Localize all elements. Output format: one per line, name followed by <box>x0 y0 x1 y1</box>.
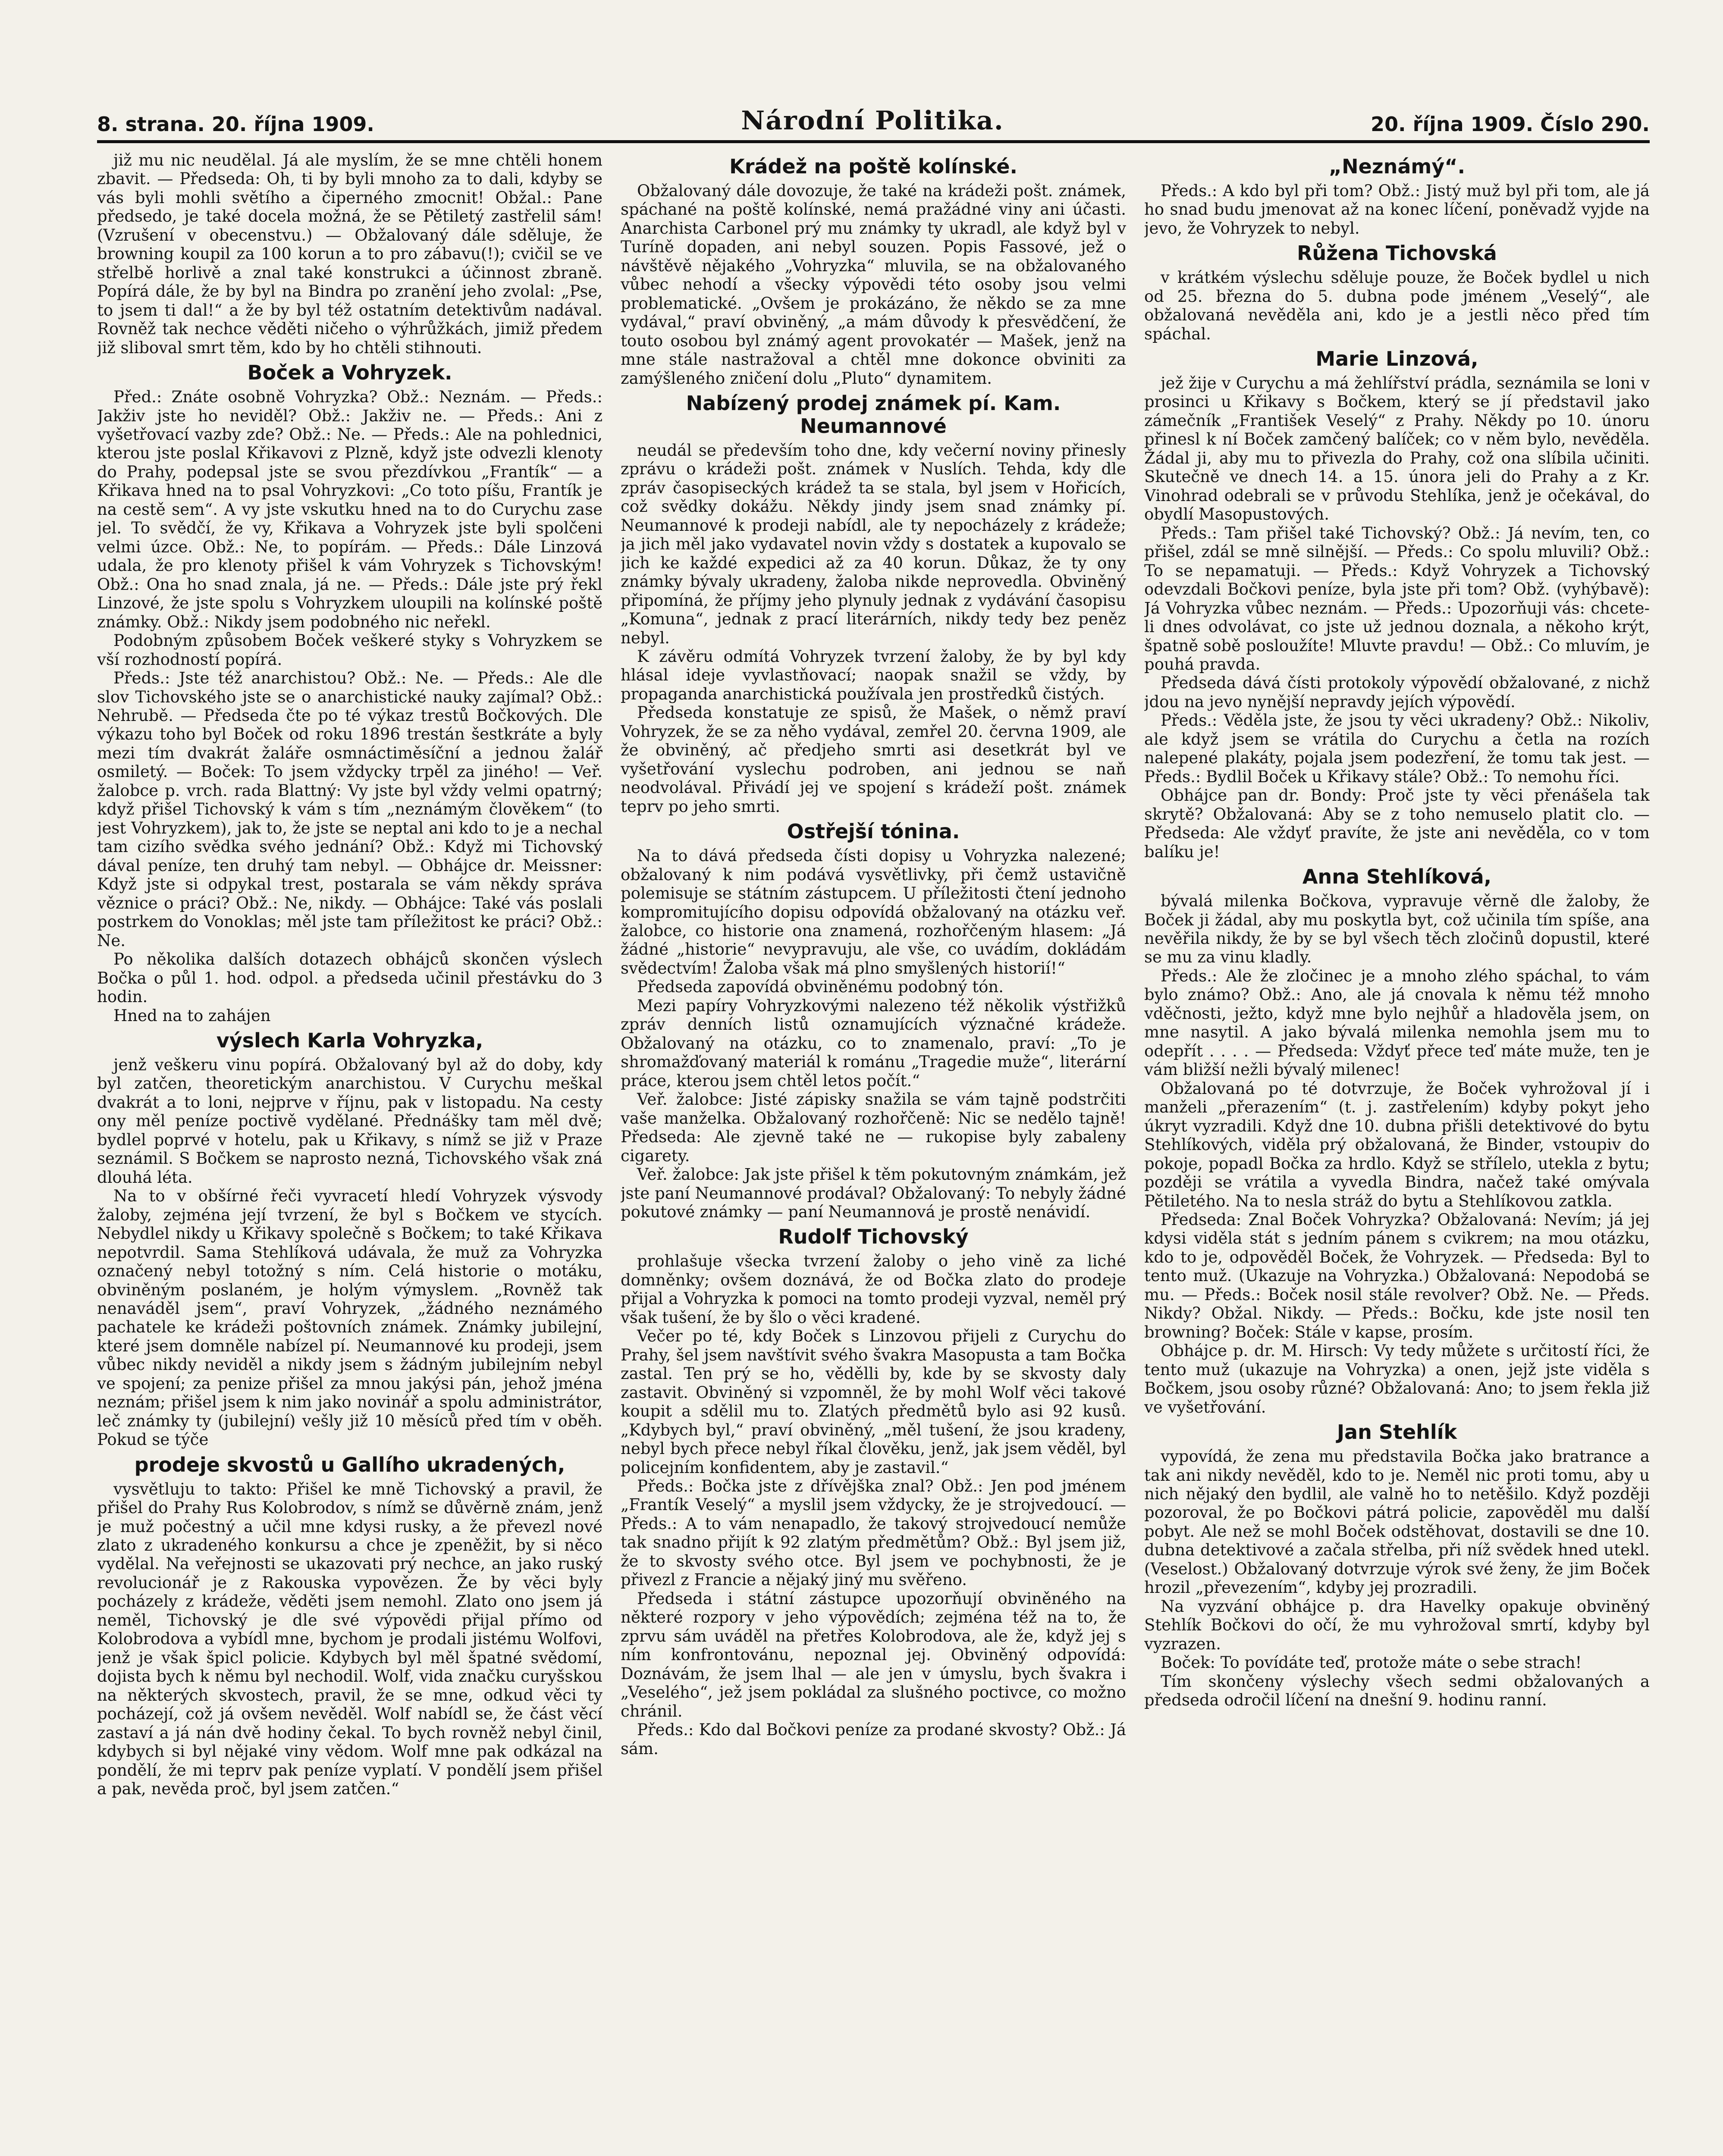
paragraph: Veř. žalobce: Jisté zápisky snažila se vám tajně podstrčiti vaše manželka. Obžalovaný rozhořčeně: Nic se nedělo tajně! Předseda: Ale zjevně také ne — rukopise byly zabaleny cigarety. <box>621 1090 1126 1165</box>
section-heading: Jan Stehlík <box>1337 1420 1457 1444</box>
paragraph: Před.: Znáte osobně Vohryzka? Obž.: Neznám. — Předs.: Jakživ jste ho neviděl? Obž.: Jakživ ne. — Předs.: Ani z vyšetřovací vazby zde? Obž.: Ne. — Předs.: Ale na pohlednici, kterou jste poslal Křikavovi z Plzně, když jste odvezli klenoty do Prahy, podepsal jste se svou přezdívkou „Frantík“ — a Křikava hned na to psal Vohryzkovi: „Co toto píšu, Frantík je na cestě sem“. A vy jste vskutku hned na to do Curychu zase jel. To svědčí, že vy, Křikava a Vohryzek jste byli spolčeni velmi úzce. Obž.: Ne, to popírám. — Předs.: Dále Linzová udala, že pro klenoty přišel k vám Vohryzek s Tichovským! Obž.: Ona ho snad znala, já ne. — Předs.: Dále jste prý řekl Linzové, že jste spolu s Vohryzkem uloupili na kolínské poště známky. Obž.: Nikdy jsem podobného nic neřekl. <box>97 388 603 631</box>
paragraph: Předs.: Kdo dal Bočkovi peníze za prodané skvosty? Obž.: Já sám. <box>621 1720 1126 1758</box>
paragraph: Předs.: A kdo byl při tom? Obž.: Jistý muž byl při tom, ale já ho snad budu jmenovat až na konec líčení, poněvadž vyjde na jevo, že Vohryzek to nebyl. <box>1144 181 1650 238</box>
paragraph: Obžalovaný dále dovozuje, že také na krádeži pošt. známek, spáchané na poště kolínské, nemá pražádné viny ani účasti. Anarchista Carbonel prý mu známky ty ukradl, ale když byl v Turíně dopaden, ani nebyl souzen. Popis Fassové, jež o návštěvě nějakého „Vohryzka“ mluvila, se na obžalovaného vůbec nehodí a všecky výpovědi této osoby jsou velmi problematické. „Ovšem je prokázáno, že někdo se za mne vydával,“ praví obviněný, „a mám důvody k přesvědčení, že touto osobou byl známý agent provokatér — Mašek, jenž na mne stále nastražoval a chtěl mne dokonce obviniti za zamýšleného zničení dolu „Pluto“ dynamitem. <box>621 181 1126 388</box>
paragraph: Předseda konstatuje ze spisů, že Mašek, o němž praví Vohryzek, že se za něho vydával, zemřel 20. června 1909, ale že obviněný, ač předjeho smrti asi desetkrát byl ve vyšetřování vyslechu podroben, ani jednou se naň neodvolával. Přivádí jej ve spojení s krádeží pošt. známek teprv po jeho smrti. <box>621 703 1126 816</box>
paragraph: Obhájce p. dr. M. Hirsch: Vy tedy můžete s určitostí říci, že tento muž (ukazuje na Vohryzka) a onen, jejž jste viděla s Bočkem, jsou osoby různé? Obžalovaná: Ano; to jsem řekla již ve vyšetřování. <box>1144 1341 1650 1416</box>
paragraph: Obhájce pan dr. Bondy: Proč jste ty věci přenášela tak skrytě? Obžalovaná: Aby se z toho nemuselo platit clo. — Předseda: Ale vždyť pravíte, že jste ani nevěděla, co v tom balíku je! <box>1144 786 1650 861</box>
paragraph: vysvětluju to takto: Přišel ke mně Tichovský a pravil, že přišel do Prahy Rus Kolobrodov, s nímž se důvěrně znám, jenž je muž počestný a učil mne kdysi rusky, a že převezl nové zlato z ukradeného konkursu a chce je zpeněžit, by si něco vydělal. Na veřejnosti se ukazovati prý nechce, an jako ruský revolucionář je z Rakouska vypovězen. Že by věci byly pocházely z krádeže, věděti jsem nemohl. Zlato ono jsem já neměl, Tichovský je dle své výpovědi přijal přímo od Kolobrodova a vybídl mne, bychom je prodali jistému Wolfovi, jenž je však špicl policie. Kdybych byl měl špatné svědomí, dojista bych k němu byl nechodil. Wolf, vida značku curyšskou na některých skvostech, pravil, že se mne, odkud věci ty pocházejí, což já ovšem nevěděl. Wolf nabídl se, že část věcí zastaví a já nán dvě hodiny čekal. To bych rovněž nebyl činil, kdybych si byl nějaké viny vědom. Wolf mne pak odkázal na pondělí, že mi teprv pak peníze vyplatí. V pondělí jsem přišel a pak, nevěda proč, byl jsem zatčen.“ <box>97 1479 603 1799</box>
section-heading: „Neznámý“. <box>1328 155 1466 178</box>
section-heading: Rudolf Tichovský <box>778 1225 969 1249</box>
section-heading: Marie Linzová, <box>1315 347 1478 371</box>
paragraph: Předs.: Tam přišel také Tichovský? Obž.: Já nevím, ten, co přišel, zdál se mně silnější. — Předs.: Co spolu mluvili? Obž.: To se nepamatuji. — Předs.: Když Vohryzek a Tichovský odevzdali Bočkovi peníze, byla jste při tom? Obž. (vyhýbavě): Já Vohryzka vůbec neznám. — Předs.: Upozorňuji vás: chcete-li dnes odvolávat, co jste už jednou doznala, a někoho krýt, špatně sobě posloužíte! Mluvte pravdu! — Obž.: Co mluvím, je pouhá pravda. <box>1144 523 1650 674</box>
section-heading: prodeje skvostů u Gallího ukradených, <box>134 1453 565 1476</box>
paragraph: Tím skončeny výslechy všech sedmi obžalovaných a předseda odročil líčení na dnešní 9. hodinu ranní. <box>1144 1672 1650 1710</box>
paragraph: neudál se především toho dne, kdy večerní noviny přinesly zprávu o krádeži pošt. známek v Nuslích. Tehda, kdy dle zpráv časopiseckých krádež ta se stala, byl jsem v Hořicích, což svědky dokážu. Někdy jindy jsem snad známky pí. Neumannové k prodeji nabídl, ale ty nepocházely z krádeže; ja jich měl jako vydavatel novin vždy s dostatek a kupovalo se jich ke každé expedici až za 40 korun. Důkaz, že ty ony známky bývaly ukradeny, žaloba nikde neprovedla. Obviněný připomíná, že příjmy jeho plynuly jednak z vydávání časopisu „Komuna“, jednak z prací literárních, nikdy tedy bez peněz nebyl. <box>621 441 1126 647</box>
paragraph: Obžalovaná po té dotvrzuje, že Boček vyhrožoval jí i manželi „přerazením“ (t. j. zastřelením) kdyby pokyt jeho úkryt vyzradili. Když dne 10. dubna přišli detektivové do bytu Stehlíkových, viděla prý obžalovaná, že Binder, vstoupiv do pokoje, popadl Bočka za hrdlo. Když se střílelo, utekla z bytu; později se vrátila a vyvedla Bindra, načež také omývala Pětiletého. Na to nesla stráž do bytu a Stehlíkovou zatkla. <box>1144 1079 1650 1210</box>
paragraph: Předseda dává čísti protokoly výpovědí obžalované, z nichž jdou na jevo nynější nepravdy jejích výpovědí. <box>1144 674 1650 711</box>
article-columns <box>97 151 1650 2156</box>
paragraph: Předs.: Ale že zločinec je a mnoho zlého spáchal, to vám bylo známo? Obž.: Ano, ale já cnovala k němu též mnoho vděčnosti, ježto, když mne bylo nejhůř a hladověla jsem, on mne nasytil. A jako bývalá milenka nemohla jsem mu to odepřít . . . . — Předseda: Vždyť přece teď máte muže, ten je vám bližší nežli bývalý milenec! <box>1144 966 1650 1079</box>
paragraph: Na vyzvání obhájce p. dra Havelky opakuje obviněný Stehlík Bočkovi do očí, že mu vyhrožoval smrtí, kdyby byl vyzrazen. <box>1144 1597 1650 1653</box>
section-heading: Anna Stehlíková, <box>1302 865 1492 889</box>
paragraph: Na to dává předseda čísti dopisy u Vohryzka nalezené; obžalovaný k nim podává vysvětlivky, při čemž ustavičně polemisuje se státním zástupcem. U příležitosti čtení jednoho kompromitujícího dopisu odpovídá obžalovaný na otázku veř. žalobce, co historie ona znamená, rozhořčeným hlasem: „Já žádné „historie“ nevypravuju, ale vše, co uvádím, dokládám svědectvím! Žaloba však má plno smyšlených historií!“ <box>621 846 1126 978</box>
column-2 <box>621 151 1126 2156</box>
paragraph: Mezi papíry Vohryzkovými nalezeno též několik výstřižků zpráv denních listů oznamujících význačné krádeže. Obžalovaný na otázku, co to znamenalo, praví: „To je shromažďovaný materiál k románu „Tragedie muže“, literární práce, kterou jsem chtěl letos počít.“ <box>621 996 1126 1090</box>
header-left: 8. strana. 20. října 1909. <box>97 113 374 136</box>
paragraph: Večer po té, kdy Boček s Linzovou přijeli z Curychu do Prahy, šel jsem navštívit svého švakra Masopusta a tam Bočka zastal. Ten prý se ho, vědělli by, kde by se skvosty daly zastavit. Obviněný si vzpomněl, že by mohl Wolf věci takové koupit a sdělil mu to. Zlatých předmětů bylo asi 92 kusů. „Kdybych byl,“ praví obviněný, „měl tušení, že jsou kradeny, nebyl bych přece nebyl říkal člověku, jenž, jak jsem věděl, byl policejním konfidentem, aby je zastavil.“ <box>621 1327 1126 1477</box>
section-heading: Krádež na poště kolínské. <box>729 155 1017 178</box>
paragraph: Boček: To povídáte teď, protože máte o sebe strach! <box>1161 1653 1582 1672</box>
paragraph: Hned na to zahájen <box>113 1006 271 1025</box>
header-right: 20. října 1909. Číslo 290. <box>1371 113 1650 136</box>
masthead-title: Národní Politika. <box>741 106 1004 136</box>
paragraph: již mu nic neudělal. Já ale myslím, že se mne chtěli honem zbavit. — Předseda: Oh, ti by byli mnoho za to dali, kdyby se vás byli mohli světího a čiperného zmocnit! Obžal.: Pane předsedo, je také docela možná, že se Pětiletý zastřelil sám! (Vzrušení v obecenstvu.) — Obžalovaný dále sděluje, že browning koupil za 100 korun a to pro zábavu(!); cvičil se ve střelbě horlivě a znal také konstrukci a účinnost zbraně. Popírá dále, že by byl na Bindra po zranění jeho zvolal: „Pse, to jsem ti dal!“ a že by byl též ostatním detektivům nadával. Rovněž tak nechce věděti ničeho o výhrůžkách, jimiž předem již sliboval smrt těm, kdo by ho chtěli stihnouti. <box>97 151 603 357</box>
paragraph: jenž veškeru vinu popírá. Obžalovaný byl až do doby, kdy byl zatčen, theoretickým anarchistou. V Curychu meškal dvakrát a to loni, nejprve v říjnu, pak v listopadu. Na cesty ony měl peníze poctivě vydělané. Přednášky tam měl dvě; bydlel poprvé v hotelu, pak u Křikavy, s nímž se již v Praze seznámil. S Bočkem se naprosto nezná, Tichovského však zná dlouhá léta. <box>97 1055 603 1187</box>
paragraph: K závěru odmítá Vohryzek tvrzení žaloby, že by byl kdy hlásal ideje vyvlastňovací; naopak snažil se vždy, by propaganda anarchistická používala jen prostředků čistých. <box>621 647 1126 703</box>
paragraph: Předseda: Znal Boček Vohryzka? Obžalovaná: Nevím; já jej kdysi viděla stát s jedním pánem s cvikrem; na mou otázku, kdo to je, odpověděl Boček, že Vohryzek. — Předseda: Byl to tento muž. (Ukazuje na Vohryzka.) Obžalovaná: Nepodobá se mu. — Předs.: Boček nosil stále revolver? Obž. Ne. — Předs. Nikdy? Obžal. Nikdy. — Předs.: Bočku, kde jste nosil ten browning? Boček: Stále v kapse, prosím. <box>1144 1210 1650 1341</box>
paragraph: Veř. žalobce: Jak jste přišel k těm pokutovným známkám, jež jste paní Neumannové prodával? Obžalovaný: To nebyly žádné pokutové známky — paní Neumannová je prostě nenávidí. <box>621 1165 1126 1221</box>
paragraph: Podobným způsobem Boček veškeré styky s Vohryzkem se vší rozhodností popírá. <box>97 631 603 669</box>
paragraph: vypovídá, že zena mu představila Bočka jako bratrance a tak ani nikdy nevěděl, kdo to je. Neměl nic proti tomu, aby u nich nějaký den bydlil, ale valně ho to netěšilo. Když později pozoroval, že po Bočkovi pátrá policie, zapověděl mu další pobyt. Ale než se mohl Boček odstěhovat, dostavili se dne 10. dubna detektivové a začala střelba, při níž svědek hned utekl. (Veselost.) Obžalovaný dotvrzuje výrok své ženy, že jim Boček hrozil „převezením“, kdyby jej prozradili. <box>1144 1447 1650 1597</box>
section-heading: Boček a Vohryzek. <box>247 361 452 385</box>
paragraph: Předseda i státní zástupce upozorňují obviněného na některé rozpory v jeho výpovědích; zejména též na to, že zprvu sám uváděl na přetřes Kolobrodova, ale že, když jej s ním konfrontovánu, nepoznal jej. Obviněný odpovídá: Doznávám, že jsem lhal — ale jen v úmyslu, bych švakra i „Veselého“, jež jsem pokládal za slušného poctivce, co možno chránil. <box>621 1589 1126 1720</box>
paragraph: Na to v obšírné řeči vyvracetí hledí Vohryzek výsvody žaloby, zejména její tvrzení, že byl s Bočkem ve stycích. Nebydlel nikdy u Křikavy společně s Bočkem; to také Křikava nepotvrdil. Sama Stehlíková udávala, že muž za Vohryzka označený nebyl totožný s ním. Celá historie o motáku, obviněným poslaném, je holým výmyslem. „Rovněž tak nenaváděl jsem“, praví Vohryzek, „žádného neznámého pachatele ke krádeži poštovních známek. Známky jubilejní, které jsem domněle nabízel pí. Neumannové ku prodeji, jsem vůbec nikdy neviděl a nikdy jsem s žádným jubilejním nebyl ve spojení; za penize přišel za mnou jakýsi pán, jehož jména neznám; přišel jsem k nim jako novinář a spolu administrátor, leč známky ty (jubilejní) vešly již 10 měsíců před tím v oběh. Pokud se týče <box>97 1187 603 1449</box>
section-heading: Nabízený prodej známek pí. Kam. Neumannové <box>686 392 1061 438</box>
paragraph: jež žije v Curychu a má žehlířství prádla, seznámila se loni v prosinci u Křikavy s Bočkem, který se jí představil jako zámečník „František Veselý“ z Prahy. Někdy po 10. únoru přinesl k ní Boček zamčený balíček; co v něm bylo, nevěděla. Žádal ji, aby mu to přivezla do Prahy, což ona slíbila učiniti. Skutečně ve dnech 14. a 15. února jeli do Prahy a z Kr. Vinohrad odebrali se v průvodu Stehlíka, jenž je očekával, do obydlí Masopustových. <box>1144 373 1650 524</box>
section-heading: Ostřejší tónina. <box>787 820 960 843</box>
paragraph: Předs.: Jste též anarchistou? Obž.: Ne. — Předs.: Ale dle slov Tichovského jste se o anarchistické nauky zajímal? Obž.: Nehrubě. — Předseda čte po té výkaz trestů Bočkových. Dle výkazu toho byl Boček od roku 1896 trestán šestkráte a byly mezi tím dvakrát žaláře osmnáctiměsíční a jednou žalář osmiletý. — Boček: To jsem vždycky trpěl za jiného! — Veř. žalobce p. vrch. rada Blattný: Vy jste byl vždy velmi opatrný; když přišel Tichovský k vám s tím „neznámým člověkem“ (to jest Vohryzkem), jak to, že jste se neptal ani kdo to je a nechal tam cizího svědka svého jednání? Obž.: Když mi Tichovský dával peníze, ten druhý tam nebyl. — Obhájce dr. Meissner: Když jste si odpykal trest, postarala se vám někdy správa věznice o práci? Obž.: Ne, nikdy. — Obhájce: Také vás poslali postrkem do Vonoklas; měl jste tam příležitost ke práci? Obž.: Ne. <box>97 669 603 950</box>
section-heading: Růžena Tichovská <box>1297 241 1497 265</box>
paragraph: Po několika dalších dotazech obhájců skončen výslech Bočka o půl 1. hod. odpol. a předseda učinil přestávku do 3 hodin. <box>97 950 603 1006</box>
paragraph: Předseda zapovídá obviněnému podobný tón. <box>637 978 1004 997</box>
paragraph: Předs.: Věděla jste, že jsou ty věci ukradeny? Obž.: Nikoliv, ale když jsem se vrátila do Curychu a četla na rozích nalepené plakáty, pojala jsem podezření, že tomu tak jest. — Předs.: Bydlil Boček u Křikavy stále? Obž.: To nemohu říci. <box>1144 711 1650 786</box>
paragraph: Předs.: Bočka jste z dřívějška znal? Obž.: Jen pod jménem „Frantík Veselý“ a myslil jsem vždycky, že je strojvedoucí. — Předs.: A to vám nenapadlo, že takový strojvedoucí nemůže tak snadno přijít k 92 zlatým předmětům? Obž.: Byl jsem již, že to skvosty svého otce. Byl jsem ve pochybnosti, že je přivezl z Francie a nějaký jiný mu svěřeno. <box>621 1476 1126 1589</box>
page-header <box>97 97 1650 143</box>
paragraph: v krátkém výslechu sděluje pouze, že Boček bydlel u nich od 25. března do 5. dubna pode jménem „Veselý“, ale obžalovaná nevěděla ani, kdo je a jestli něco před tím spáchal. <box>1144 268 1650 343</box>
paragraph: bývalá milenka Bočkova, vypravuje věrně dle žaloby, že Boček ji žádal, aby mu poskytla byt, což učinila tím spíše, ana nevěřila nikdy, že by se byl všech těch zločinů dopustil, které se mu za vinu kladly. <box>1144 892 1650 967</box>
column-1 <box>97 151 603 2156</box>
paragraph: prohlašuje všecka tvrzení žaloby o jeho vině za liché domněnky; ovšem doznává, že od Bočka zlato do prodeje přijal a Vohryzka k pomoci na tomto prodeji vyzval, neměl prý však tušení, že by šlo o věci kradené. <box>621 1252 1126 1327</box>
section-heading: výslech Karla Vohryzka, <box>216 1028 483 1052</box>
column-3 <box>1144 151 1650 2156</box>
